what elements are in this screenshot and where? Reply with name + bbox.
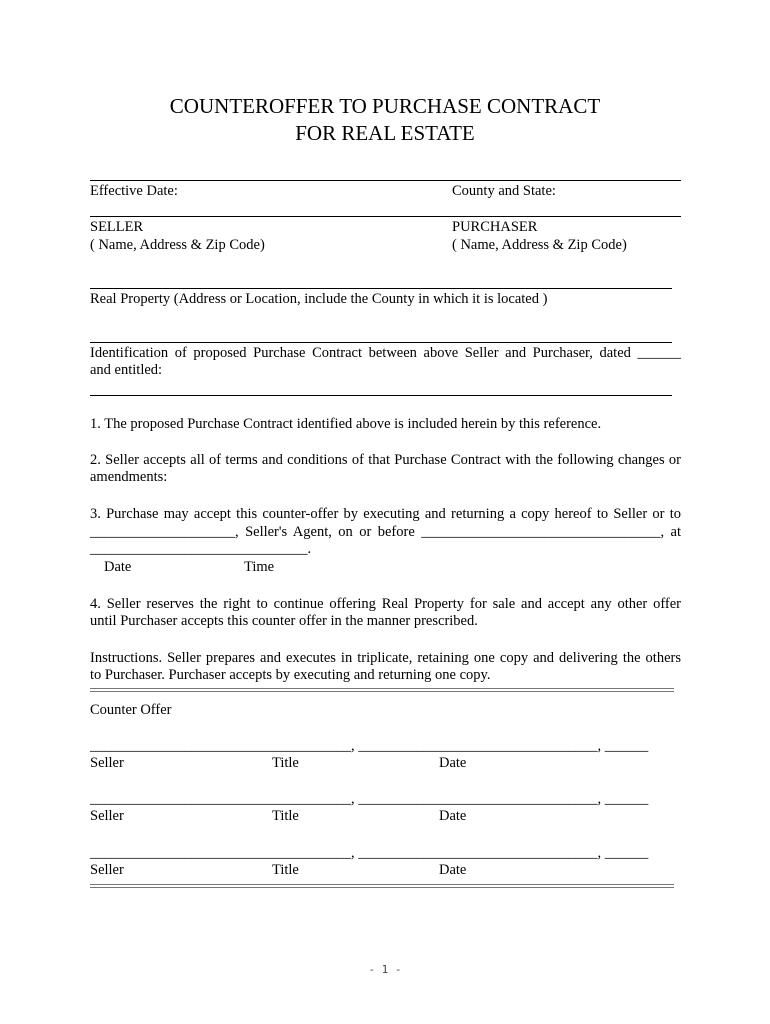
real-property-label: Real Property (Address or Location, include the County in which it is located ) [90,291,548,307]
document-title-line2: FOR REAL ESTATE [295,121,475,145]
county-state-label: County and State: [452,183,556,199]
paragraph-3-line2: ____________________, Seller's Agent, on or before _________________________________, at [90,524,681,540]
page-number: - 1 - [368,963,402,976]
signature-title-label: Title [272,862,299,878]
signature-line: ____________________________________, _________________________________, ______ [90,845,649,861]
paragraph-4-line1: 4. Seller reserves the right to continue offering Real Property for sale and accept any other offer [90,596,681,612]
purchaser-label: PURCHASER [452,219,538,235]
signature-date-label: Date [439,808,467,824]
identification-line2: and entitled: [90,362,163,378]
signature-seller-label: Seller [90,862,124,878]
paragraph-4-line2: until Purchaser accepts this counter offer in the manner prescribed. [90,613,478,629]
paragraph-2-line2: amendments: [90,469,168,485]
signature-title-label: Title [272,755,299,771]
signature-seller-label: Seller [90,808,124,824]
divider [90,180,681,181]
double-rule [90,688,674,692]
paragraph-3-line1: 3. Purchase may accept this counter-offer by executing and returning a copy hereof to Seller or to [90,506,681,522]
seller-label: SELLER [90,219,144,235]
paragraph-3-line3: ______________________________. [90,541,312,557]
signature-date-label: Date [439,862,467,878]
purchaser-sub-label: ( Name, Address & Zip Code) [452,237,627,253]
divider [90,342,672,343]
divider [90,395,672,396]
signature-date-label: Date [439,755,467,771]
divider [90,288,672,289]
counter-offer-label: Counter Offer [90,702,172,718]
document-title-line1: COUNTEROFFER TO PURCHASE CONTRACT [169,94,601,118]
identification-line1: Identification of proposed Purchase Contract between above Seller and Purchaser, dated ______ [90,345,681,361]
effective-date-label: Effective Date: [90,183,178,199]
time-label: Time [244,559,275,575]
seller-sub-label: ( Name, Address & Zip Code) [90,237,265,253]
instructions-line1: Instructions. Seller prepares and executes in triplicate, retaining one copy and delivering the others [90,650,681,666]
signature-line: ____________________________________, _________________________________, ______ [90,738,649,754]
signature-seller-label: Seller [90,755,124,771]
divider [90,216,681,217]
paragraph-2-line1: 2. Seller accepts all of terms and conditions of that Purchase Contract with the following changes or [90,452,681,468]
paragraph-1: 1. The proposed Purchase Contract identified above is included herein by this reference. [90,416,602,432]
double-rule [90,884,674,888]
date-label: Date [104,559,132,575]
signature-line: ____________________________________, _________________________________, ______ [90,791,649,807]
instructions-line2: to Purchaser. Purchaser accepts by executing and returning one copy. [90,667,491,683]
signature-title-label: Title [272,808,299,824]
